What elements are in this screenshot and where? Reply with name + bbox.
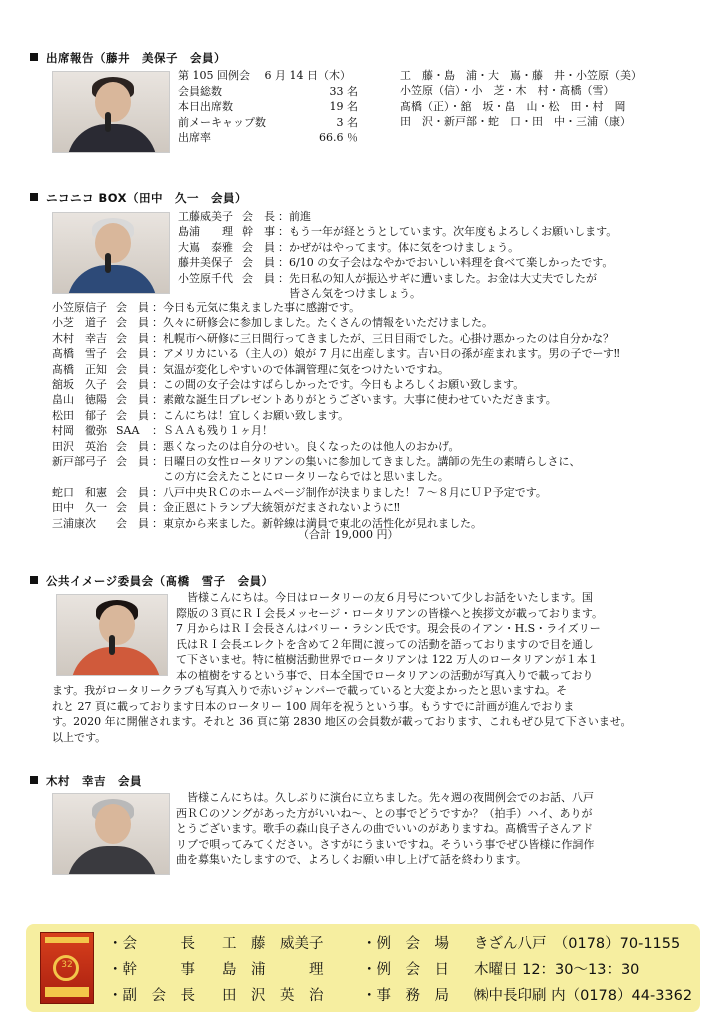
footer-label: ・事 務 局 bbox=[362, 988, 449, 1004]
message-row bbox=[52, 346, 620, 361]
paragraph-line: 皆様こんにちは。久しぶりに演台に立ちました。先々週の夜間例会でのお話、八戸 bbox=[176, 791, 594, 804]
attendee-line: 田 沢・新戸部・蛇 口・田 中・三浦（康） bbox=[400, 115, 631, 129]
member-role: 会 員 bbox=[116, 362, 149, 376]
member-name: 蛇口 和憲 bbox=[52, 485, 107, 499]
member-role: 会 員 bbox=[116, 455, 149, 468]
member-name: 松田 郁子 bbox=[52, 408, 107, 422]
paragraph-line: 曲を募集いたしますので、よろしくお願い申し上げて話を終わります。 bbox=[176, 853, 527, 866]
club-info-footer bbox=[26, 924, 700, 1012]
message-row bbox=[52, 485, 547, 500]
stat-value: 33 名 bbox=[329, 85, 358, 98]
member-message: ：東京から来ました。新幹線は満員で東北の活性化が見れました。 bbox=[152, 516, 482, 530]
message-row bbox=[52, 439, 460, 454]
message-row bbox=[52, 362, 449, 377]
member-message: ：悪くなったのは自分のせい。良くなったのは他人のおかげ。 bbox=[152, 439, 460, 453]
square-bullet-icon bbox=[30, 576, 38, 584]
attendee-line: 工 藤・島 浦・大 嶌・藤 井・小笠原（美） bbox=[400, 69, 642, 82]
paragraph-line: 西ＲＣのソングがあった方がいいね～、との事でどうですか？（拍手）ハイ、ありが bbox=[176, 806, 593, 820]
member-name: 舘坂 久子 bbox=[52, 378, 107, 391]
message-row bbox=[52, 377, 524, 392]
attendee-line: 小笠原（信）・小 芝・木 村・髙橋（雪） bbox=[400, 84, 615, 98]
member-message: ：ＳＡＡも残り１ヶ月！ bbox=[152, 424, 273, 438]
member-name: 小笠原千代 bbox=[178, 271, 233, 285]
message-row bbox=[52, 516, 482, 531]
member-role: 会 員 bbox=[116, 378, 149, 391]
member-name: 髙橋 正知 bbox=[52, 362, 107, 376]
member-name: 髙橋 雪子 bbox=[52, 347, 107, 361]
nikoniko-heading bbox=[30, 190, 247, 206]
member-name: 畠山 徳陽 bbox=[52, 393, 107, 407]
public-image-title: 公共イメージ委員会（髙橋 雪子 会員） bbox=[46, 574, 274, 588]
paragraph-line: れと 27 頁に載っております日本のロータリー 100 周年を祝うという事。もうすでに計画が進んでおりま bbox=[52, 699, 575, 713]
message-row bbox=[52, 315, 493, 330]
member-role: 会 長 bbox=[242, 210, 275, 223]
square-bullet-icon bbox=[30, 776, 38, 784]
footer-value: 木曜日 12：30～13：30 bbox=[474, 962, 640, 978]
member-name: 小芝 道子 bbox=[52, 316, 107, 330]
stat-label: 前メーキャップ数 bbox=[178, 115, 266, 129]
message-row bbox=[52, 392, 557, 407]
member-role: SAA bbox=[116, 424, 140, 438]
paragraph-line: 本の植樹をするという事で、日本全国でロータリアンの活動が写真入りで載っており bbox=[176, 668, 594, 682]
nikoniko-title: ニコニコ BOX（田中 久一 会員） bbox=[46, 191, 247, 205]
kimura-speaker-photo bbox=[52, 793, 170, 875]
footer-label: ・例 会 日 bbox=[362, 962, 449, 978]
member-message: ：金正恩にトランプ大統領がだまされないように‼ bbox=[152, 501, 400, 515]
stat-label: 会員総数 bbox=[178, 85, 222, 98]
attendance-title: 出席報告（藤井 美保子 会員） bbox=[46, 51, 226, 65]
member-name: 木村 幸吉 bbox=[52, 331, 107, 345]
nikoniko-reporter-photo bbox=[52, 212, 170, 294]
member-name: 田中 久一 bbox=[52, 501, 107, 515]
member-message: ：6/10 の女子会はなやかでおいしい料理を食べて楽しかったです。 bbox=[278, 256, 614, 270]
kimura-heading bbox=[30, 773, 142, 789]
stat-value: 3 名 bbox=[336, 115, 358, 129]
footer-label: ・例 会 場 bbox=[362, 936, 449, 952]
member-message: ：こんにちは！宜しくお願い致します。 bbox=[152, 408, 350, 422]
paragraph-line: 7 月からはＲＩ会長さんはバリー・ラシン氏です。現会長のイアン・H.S・ライズリー bbox=[176, 622, 601, 635]
member-name: 村岡 徹弥 bbox=[52, 424, 107, 438]
meeting-info: 第 105 回例会 6 月 14 日（木） bbox=[178, 69, 351, 82]
member-name: 田沢 英治 bbox=[52, 439, 107, 453]
stat-value: 66.6 ％ bbox=[319, 131, 358, 145]
message-row bbox=[52, 500, 400, 515]
stat-label: 本日出席数 bbox=[178, 100, 233, 114]
stat-label: 出席率 bbox=[178, 131, 211, 145]
paragraph-line: ます。我がロータリークラブも写真入りで赤いジャンパーで載っていると大変よかったと思いますね。そ bbox=[52, 684, 568, 697]
member-message: ：久々に研修会に参加しました。たくさんの情報をいただけました。 bbox=[152, 316, 493, 330]
member-role: 会 員 bbox=[116, 301, 149, 314]
footer-value: きざん八戸 （0178）70-1155 bbox=[474, 936, 681, 952]
member-role: 会 員 bbox=[242, 271, 275, 285]
member-role: 会 員 bbox=[116, 408, 149, 422]
member-role: 会 員 bbox=[116, 501, 149, 515]
member-message: ：この間の女子会はすばらしかったです。今日もよろしくお願い致します。 bbox=[152, 378, 525, 391]
attendance-reporter-photo bbox=[52, 71, 170, 153]
member-name: 小笠原信子 bbox=[52, 301, 107, 314]
message-row bbox=[52, 454, 581, 469]
member-role: 会 員 bbox=[242, 256, 275, 270]
member-message: ：もう一年が経とうとしています。次年度もよろしくお願いします。 bbox=[278, 225, 618, 239]
footer-value: ㈱中長印刷 内（0178）44-3362 bbox=[474, 988, 693, 1004]
footer-label: ・副 会 長 bbox=[108, 988, 195, 1004]
member-role: 会 員 bbox=[116, 439, 149, 453]
member-name: 島浦 理 bbox=[178, 225, 233, 239]
member-role: 会 員 bbox=[116, 316, 149, 330]
rotary-banner-logo bbox=[40, 932, 94, 1004]
member-name: 新戸部弓子 bbox=[52, 455, 107, 468]
member-message: ：アメリカにいる（主人の）娘が 7 月に出産します。吉い日の孫が産まれます。男の子でーす‼ bbox=[152, 347, 620, 361]
paragraph-line: とうございます。歌手の森山良子さんの曲でいいのがありますね。髙橋雪子さんアド bbox=[176, 822, 594, 835]
message-row bbox=[52, 408, 349, 423]
footer-value: 田 沢 英 治 bbox=[222, 988, 324, 1004]
member-role: 会 員 bbox=[242, 240, 275, 254]
member-message: ：前進 bbox=[278, 210, 311, 223]
kimura-title: 木村 幸吉 会員 bbox=[46, 774, 142, 788]
stat-value: 19 名 bbox=[329, 100, 358, 114]
nikoniko-total: （合計 19,000 円） bbox=[298, 528, 399, 541]
paragraph-line: 際版の３頁にＲＩ会長メッセージ・ロータリアンの皆様へと挨拶文が載っております。 bbox=[176, 606, 604, 620]
member-message: ：気温が変化しやすいので体調管理に気をつけたいですね。 bbox=[152, 362, 449, 376]
member-role: 会 員 bbox=[116, 347, 149, 361]
paragraph-line: す。2020 年に開催されます。それと 36 頁に第 2830 地区の会員数が載っております、これもぜひ見て下さいませ。 bbox=[52, 715, 632, 728]
footer-value: 島 浦 理 bbox=[222, 962, 324, 978]
footer-label: ・幹 事 bbox=[108, 962, 195, 978]
paragraph-line: 以上です。 bbox=[52, 730, 107, 744]
message-row bbox=[178, 271, 597, 286]
attendance-heading bbox=[30, 50, 226, 66]
member-message: ：札幌市へ研修に三日間行ってきましたが、三日目雨でした。心掛け悪かったのは自分かな？ bbox=[152, 331, 614, 345]
attendee-line: 髙橋（正）・舘 坂・畠 山・松 田・村 岡 bbox=[400, 99, 626, 113]
message-row bbox=[52, 331, 614, 346]
member-name: 大嶌 泰雅 bbox=[178, 240, 233, 254]
member-message: ：八戸中央ＲＣのホームページ制作が決まりました！７～８月にＵＰ予定です。 bbox=[152, 485, 547, 499]
member-role: 幹 事 bbox=[242, 225, 275, 239]
member-message: この方に会えたことにロータリーならではと思いました。 bbox=[152, 470, 449, 484]
message-row bbox=[178, 255, 613, 270]
square-bullet-icon bbox=[30, 53, 38, 61]
message-row bbox=[52, 423, 273, 438]
member-name: 工藤威美子 bbox=[178, 210, 233, 223]
member-role: 会 員 bbox=[116, 485, 149, 499]
member-role: 会 員 bbox=[116, 331, 149, 345]
message-row bbox=[178, 224, 617, 239]
member-message: ：日曜日の女性ロータリアンの集いに参加してきました。講師の先生の素晴らしさに、 bbox=[152, 455, 581, 468]
member-name: 三浦康次 bbox=[52, 516, 96, 530]
message-row bbox=[178, 240, 519, 255]
banner-number: 32 bbox=[61, 960, 73, 970]
member-role: 会 員 bbox=[116, 516, 149, 530]
message-row bbox=[178, 209, 311, 224]
member-message: ：かぜがはやってます。体に気をつけましょう。 bbox=[278, 240, 520, 254]
paragraph-line: 皆様こんにちは。今日はロータリーの友６月号について少しお話をいたします。国 bbox=[176, 591, 593, 604]
paragraph-line: リブで唄ってみてください。さすがにうまいですね。そういう事でぜひ皆様に作詞作 bbox=[176, 837, 595, 851]
member-message: 皆さん気をつけましょう。 bbox=[278, 287, 421, 300]
message-row bbox=[52, 469, 449, 484]
footer-label: ・会 長 bbox=[108, 936, 195, 952]
member-message: ：先日私の知人が振込サギに遭いました。お金は大丈夫でしたが bbox=[278, 271, 597, 285]
member-name: 藤井美保子 bbox=[178, 256, 233, 270]
member-role: 会 員 bbox=[116, 393, 149, 407]
public-image-speaker-photo bbox=[56, 594, 168, 676]
square-bullet-icon bbox=[30, 193, 38, 201]
footer-value: 工 藤 威美子 bbox=[222, 936, 324, 952]
message-row bbox=[52, 300, 360, 315]
public-image-heading bbox=[30, 573, 274, 589]
paragraph-line: 氏はＲＩ会長エレクトを含めて２年間に渡っての活動を語っておりますので目を通し bbox=[176, 637, 594, 651]
member-message: ：今日も元気に集えました事に感謝です。 bbox=[152, 301, 361, 314]
member-message: ：素敵な誕生日プレゼントありがとうございます。大事に使わせていただきます。 bbox=[152, 393, 557, 407]
paragraph-line: て下さいませ。特に植樹活動世界でロータリアンは 122 万人のロータリアンが１本１ bbox=[176, 653, 599, 666]
